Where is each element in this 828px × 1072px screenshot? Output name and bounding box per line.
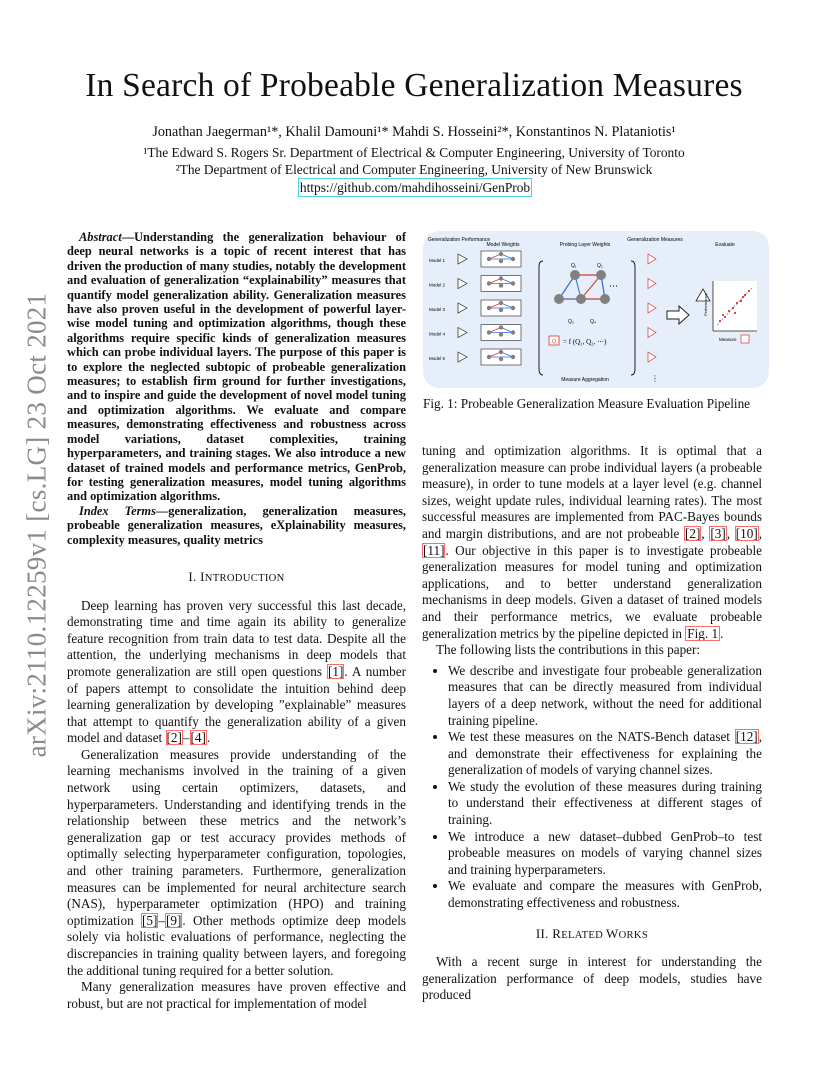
node bbox=[596, 270, 606, 280]
model-label: Model 2 bbox=[429, 282, 446, 288]
aggregation-formula: = f (Q₁, Q₂, ⋯) bbox=[563, 338, 607, 346]
fig-col-model-weights: Model Weights bbox=[486, 242, 520, 248]
figure-reference-link[interactable]: Fig. 1 bbox=[687, 625, 719, 641]
model-node bbox=[499, 332, 503, 336]
affiliation-toronto: ¹The Edward S. Rogers Sr. Department of Electrical & Computer Engineering, University of Toronto bbox=[143, 145, 685, 160]
left-column bbox=[67, 230, 406, 1012]
model-node bbox=[511, 257, 515, 261]
model-node bbox=[487, 330, 491, 334]
list-item: • We introduce a new dataset–dubbed GenProb–to test probeable measures on models of varying channel sizes and training hyperparameters. bbox=[448, 829, 762, 879]
citation-link[interactable]: [1] bbox=[327, 663, 344, 679]
model-node bbox=[499, 283, 503, 287]
scatter-dot bbox=[728, 310, 730, 312]
scatter-dot bbox=[736, 302, 738, 304]
scatter-dot bbox=[724, 316, 726, 318]
scatter-dot bbox=[744, 294, 746, 296]
section-heading-introduction: I. INTRODUCTION bbox=[188, 568, 285, 584]
node bbox=[600, 294, 610, 304]
model-node bbox=[487, 306, 491, 310]
intro-paragraph-2: Generalization measures provide understanding of the learning mechanisms involved in the training of a given network using certain optimizers, datasets, and hyperparameters. Understanding and identifying trends in the relationship between these metrics and the network’s generalization gap or test accuracy provides methods of optimally selecting hyperparameter configuration, topologies, and other training parameters. Furthermore, generalization measures can be implemented for neural architecture search (NAS), hyperparameter optimization (HPO) and training optimization [5]–[9]. Other methods optimize deep models solely via holistic evaluations of performance, neglecting the discrepancies in training quality between layers, and foregoing the additional tuning required for a better solution. bbox=[67, 746, 406, 978]
scatter-dot bbox=[748, 290, 750, 292]
abstract-label: Abstract bbox=[79, 230, 122, 244]
scatter-dot bbox=[734, 312, 736, 314]
model-node bbox=[499, 259, 503, 263]
citation-link[interactable]: [9] bbox=[165, 912, 182, 928]
arxiv-id: arXiv:2110.12259v1 [cs.LG] 23 Oct 2021 bbox=[21, 292, 52, 758]
axis-performance: Performance bbox=[703, 293, 708, 316]
fig-measure-aggregation: Measure Aggregation bbox=[561, 377, 609, 383]
intro-paragraph-3: Many generalization measures have proven effective and robust, but are not practical for implementation of model bbox=[67, 979, 406, 1011]
index-terms bbox=[67, 504, 406, 547]
list-item: • We describe and investigate four probeable generalization measures that can be directly measured from individual layers of a deep network, without the need for additional training pipeline. bbox=[448, 663, 762, 729]
citation-link[interactable]: [3] bbox=[710, 525, 726, 541]
related-works-paragraph-1: With a recent surge in interest for understanding the generalization performance of deep models, studies have produced bbox=[422, 954, 762, 1003]
scatter-dot bbox=[732, 307, 734, 309]
model-node bbox=[499, 301, 503, 305]
paper-title: In Search of Probeable Generalization Measures bbox=[85, 67, 743, 104]
model-node bbox=[511, 355, 515, 359]
model-node bbox=[511, 330, 515, 334]
fig-col-gen-perf: Generalization Performance bbox=[427, 237, 491, 243]
citation-link[interactable]: [10] bbox=[735, 525, 758, 541]
scatter-dot bbox=[719, 320, 721, 322]
contributions-intro: The following lists the contributions in this paper: bbox=[436, 642, 701, 658]
citation-link[interactable]: [5] bbox=[141, 912, 158, 928]
repo-link[interactable]: https://github.com/mahdihosseini/GenProb bbox=[299, 180, 531, 195]
fig-col-probing: Probing Layer Weights bbox=[559, 242, 611, 248]
list-item: • We evaluate and compare the measures with GenProb, demonstrating effectiveness and robustness. bbox=[448, 878, 762, 911]
model-node bbox=[487, 281, 491, 285]
model-node bbox=[499, 350, 503, 354]
author-list: Jonathan Jaegerman¹*, Khalil Damouni¹* Mahdi S. Hosseini²*, Konstantinos N. Plataniotis¹ bbox=[152, 124, 676, 140]
fig-col-gen-measures: Generalization Measures bbox=[627, 237, 683, 243]
model-node bbox=[511, 281, 515, 285]
abstract-text: —Understanding the generalization behaviour of deep neural networks is a topic of recent interest that has driven the production of many studies, notably the development and evaluation of generalization “explainability” measures that quantify model generalization ability. Generalization measures have also proven useful in the development of powerful layer-wise model tuning and optimization algorithms, though these algorithms require specific kinds of generalization measures which can probe individual layers. The purpose of this paper is to explore the neglected subtopic of probeable generalization measures; to establish firm ground for further investigations, and to inspire and guide the development of novel model tuning and optimization algorithms. We evaluate and compare measures, demonstrating effectiveness and robustness across model variations, dataset complexities, training hyperparameters, and training stages. We also introduce a new dataset of trained models and performance metrics, GenProb, for testing generalization measures, model tuning algorithms and optimization algorithms. bbox=[67, 230, 406, 504]
list-item: • We study the evolution of these measures during training to understand their effectiveness at different stages of training. bbox=[448, 779, 762, 829]
ellipsis: ⋯ bbox=[609, 281, 618, 291]
citation-link[interactable]: [2] bbox=[685, 525, 701, 541]
scatter-dot bbox=[722, 314, 724, 316]
model-node bbox=[499, 252, 503, 256]
scatter-dot bbox=[740, 300, 742, 302]
arxiv-sidebar bbox=[12, 290, 62, 760]
model-node bbox=[487, 355, 491, 359]
ellipsis-vertical: ⋮ bbox=[651, 374, 659, 383]
model-label: Model 4 bbox=[429, 331, 446, 337]
q-label: Q₁ bbox=[571, 263, 577, 269]
model-node bbox=[499, 276, 503, 280]
model-label: Model 3 bbox=[429, 307, 446, 312]
q-label: Q₃ bbox=[568, 319, 574, 325]
model-node bbox=[499, 357, 503, 361]
section-heading-related-works: II. RELATED WORKS bbox=[535, 925, 649, 941]
node bbox=[570, 270, 580, 280]
citation-link[interactable]: [11] bbox=[423, 542, 445, 558]
model-label: Model 1 bbox=[429, 258, 446, 263]
node bbox=[554, 294, 564, 304]
axis-measure: Measure bbox=[719, 337, 737, 342]
citation-link[interactable]: [2] bbox=[166, 730, 182, 746]
intro-paragraph-4: tuning and optimization algorithms. It is optimal that a generalization measure can probe individual layers (a probeable measure), in order to tune models at a layer level (e.g. channel sizes, weight update rules, individual learning rates). The most successful measures are implemented from PAC-Bayes bounds and margin distributions, and are not probeable [2], [3], [10], [11]. Our objective in this paper is to investigate probeable generalization measures for model tuning and optimization applications, and to better understand generalization mechanisms in deep models. Given a dataset of trained models and their performance metrics, we evaluate probeable generalization metrics by the pipeline depicted in Fig. 1 . bbox=[422, 443, 763, 641]
model-node bbox=[487, 257, 491, 261]
svg-text:Q: Q bbox=[552, 339, 556, 345]
model-node bbox=[499, 308, 503, 312]
intro-paragraph-1: Deep learning has proven very successful this last decade, demonstrating time and time again its ability to generalize feature recognition from train data to test data. Despite all the attention, the underlying mechanisms in deep models that promote generalization are still open questions [1]. A number of papers attempt to consolidate the intuition behind deep learning generalization by developing ”explainable” measures that attempt to quantify the generalization ability of a given model and dataset [2]–[4]. bbox=[67, 597, 406, 746]
measure-box-icon bbox=[741, 335, 749, 343]
fig-col-evaluate: Evaluate bbox=[715, 242, 735, 248]
scatter-dot bbox=[742, 296, 744, 298]
citation-link[interactable]: [4] bbox=[190, 730, 206, 746]
node bbox=[576, 294, 586, 304]
right-column bbox=[422, 443, 762, 1004]
model-label: Model 5 bbox=[429, 356, 446, 361]
citation-link[interactable]: [12] bbox=[735, 729, 758, 745]
contribution-list bbox=[422, 663, 762, 912]
figure-caption: Fig. 1: Probeable Generalization Measure Evaluation Pipeline bbox=[423, 396, 751, 411]
pipeline-figure bbox=[423, 231, 769, 388]
list-item: • We test these measures on the NATS-Bench dataset [12], and demonstrate their effectiveness for explaining the generalization of models of varying channel sizes. bbox=[448, 729, 762, 779]
index-terms-text: —generalization, generalization measures, probeable generalization measures, eXplainability measures, complexity measures, quality metrics bbox=[67, 503, 407, 547]
index-terms-label: Index Terms bbox=[79, 503, 156, 518]
model-node bbox=[511, 306, 515, 310]
affiliation-unb: ²The Department of Electrical and Computer Engineering, University of New Brunswick bbox=[175, 162, 653, 177]
abstract bbox=[67, 230, 406, 504]
model-node bbox=[499, 325, 503, 329]
q-label: Q₄ bbox=[590, 319, 596, 325]
q-label: Q₂ bbox=[597, 263, 603, 269]
